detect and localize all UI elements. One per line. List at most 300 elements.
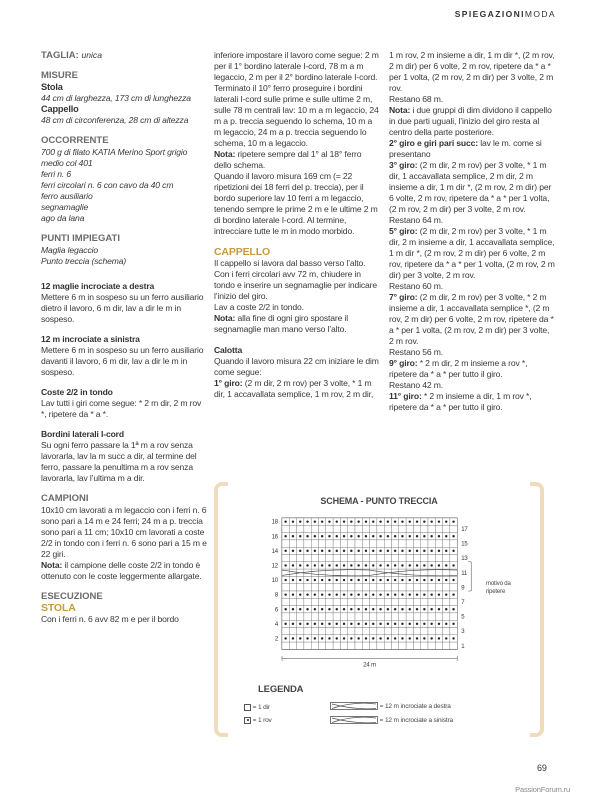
rov-dot <box>372 608 374 610</box>
grid-cell <box>333 628 340 635</box>
rov-dot <box>452 608 454 610</box>
rov-dot <box>306 593 308 595</box>
grid-cell <box>333 642 340 649</box>
legend-dir-label: = 1 dir <box>252 704 270 711</box>
rov-dot <box>445 564 447 566</box>
rov-dot <box>336 623 338 625</box>
rov-dot <box>379 637 381 639</box>
cross-left-icon <box>330 716 378 724</box>
grid-cell <box>355 598 362 605</box>
grid-cell <box>340 628 347 635</box>
campioni-text: 10x10 cm lavorati a m legaccio con i ferri n. 6 sono pari a 14 m e 24 ferri; 24 m a p. treccia sono pari a 11 cm; 10x10 cm lavorati a coste 2/2 in tondo con i ferri n. 6 sono pari a 15 m e 22 giri. <box>41 505 207 559</box>
rov-dot <box>423 579 425 581</box>
grid-cell <box>333 540 340 547</box>
rov-dot <box>430 535 432 537</box>
incrociate-sinistra-heading: 12 m incrociate a sinistra <box>41 334 140 344</box>
grid-cell <box>355 540 362 547</box>
grid-cell <box>421 613 428 620</box>
rov-dot <box>372 593 374 595</box>
rov-dot <box>438 623 440 625</box>
grid-cell <box>348 613 355 620</box>
rov-dot <box>357 637 359 639</box>
rov-dot <box>452 550 454 552</box>
grid-cell <box>370 525 377 532</box>
punti-heading: PUNTI IMPIEGATI <box>41 233 120 244</box>
esecuzione-heading: ESECUZIONE <box>41 591 103 602</box>
grid-cell <box>399 569 406 576</box>
legend-cross-right-label: = 12 m incrociate a destra <box>379 703 451 710</box>
grid-cell <box>428 628 435 635</box>
grid-cell <box>377 642 384 649</box>
grid-cell <box>384 555 391 562</box>
rov-dot <box>379 623 381 625</box>
grid-cell <box>355 569 362 576</box>
occorrente-line: ferro ausiliario <box>41 191 93 201</box>
rov-dot <box>401 579 403 581</box>
rov-dot <box>299 535 301 537</box>
rov-dot <box>350 564 352 566</box>
rov-dot <box>452 535 454 537</box>
grid-cell <box>304 628 311 635</box>
grid-cell <box>384 540 391 547</box>
legend-rov-label: = 1 rov <box>252 717 272 724</box>
grid-cell <box>289 555 296 562</box>
rov-dot <box>379 608 381 610</box>
rov-dot <box>284 535 286 537</box>
grid-cell <box>289 540 296 547</box>
grid-cell <box>289 642 296 649</box>
rov-dot <box>372 579 374 581</box>
rov-dot <box>430 608 432 610</box>
grid-cell <box>450 598 457 605</box>
rov-dot <box>445 593 447 595</box>
rov-dot <box>343 579 345 581</box>
rov-dot <box>409 608 411 610</box>
grid-cell <box>421 584 428 591</box>
grid-cell <box>413 598 420 605</box>
grid-cell <box>340 598 347 605</box>
rov-dot <box>430 623 432 625</box>
grid-cell <box>340 642 347 649</box>
rov-dot <box>357 608 359 610</box>
grid-cell <box>304 569 311 576</box>
grid-cell <box>377 613 384 620</box>
rov-dot <box>394 593 396 595</box>
rov-dot <box>379 520 381 522</box>
rov-dot <box>452 637 454 639</box>
grid-cell <box>392 584 399 591</box>
legend-rov <box>244 715 272 726</box>
grid-cell <box>392 525 399 532</box>
rov-dot <box>423 593 425 595</box>
giro-7-rest: Restano 56 m. <box>389 347 443 357</box>
cappello-gold-heading: CAPPELLO <box>214 246 270 258</box>
incrociate-destra-heading: 12 maglie incrociate a destra <box>41 281 155 291</box>
rov-dot <box>321 564 323 566</box>
rov-dot <box>321 623 323 625</box>
rov-dot <box>445 637 447 639</box>
grid-cell <box>377 569 384 576</box>
legend-rov-swatch <box>244 717 251 724</box>
rov-dot <box>350 520 352 522</box>
rov-dot <box>336 637 338 639</box>
grid-cell <box>297 642 304 649</box>
rov-dot <box>423 564 425 566</box>
rov-dot <box>401 535 403 537</box>
rov-dot <box>314 637 316 639</box>
grid-cell <box>319 642 326 649</box>
giro-9: 9° giro: * 2 m dir, 2 m insieme a rov *, ripetere da * a * per tutto il giro. <box>389 358 528 379</box>
col3-note: Nota: i due gruppi di dim dividono il cappello in due parti uguali, l’inizio del giro resta al centro della parte posteriore. <box>389 105 552 137</box>
grid-cell <box>340 555 347 562</box>
giro-3: 3° giro: (2 m dir, 2 m rov) per 3 volte, * 1 m dir, 1 accavallata semplice, 2 m dir, 2 m insieme a dir, 1 m dir *, (2 m rov, 2 m dir) per 6 volte, 2 m rov, ripetere da * a * per 1 volta, (2 m rov, 2 m dir) per 3 volte, 2 m rov. <box>389 160 552 214</box>
section-tag: SPIEGAZIONIMODA <box>454 9 556 19</box>
grid-cell <box>384 584 391 591</box>
grid-cell <box>413 613 420 620</box>
rov-dot <box>445 579 447 581</box>
row-label-right: 9 <box>461 585 465 592</box>
rov-dot <box>409 550 411 552</box>
col3-text-1: 1 m rov, 2 m insieme a dir, 1 m dir *, (2 m rov, 2 m dir) per 6 volte, 2 m rov, ripetere da * a * per 1 volta, (2 m rov, 2 m dir) per 3 volte, 2 m rov. <box>389 50 555 93</box>
grid-cell <box>450 555 457 562</box>
grid-cell <box>384 598 391 605</box>
grid-cell <box>319 628 326 635</box>
grid-cell <box>377 525 384 532</box>
rov-dot <box>336 564 338 566</box>
grid-cell <box>435 598 442 605</box>
rov-dot <box>328 579 330 581</box>
grid-cell <box>304 613 311 620</box>
grid-cell <box>326 540 333 547</box>
occorrente-line: segnamaglie <box>41 202 89 212</box>
rov-dot <box>438 637 440 639</box>
rov-dot <box>394 623 396 625</box>
rov-dot <box>365 520 367 522</box>
rov-dot <box>365 593 367 595</box>
occorrente-line: 700 g di filato KATIA Merino Sport grigio <box>41 147 188 157</box>
rov-dot <box>445 608 447 610</box>
grid-cell <box>443 555 450 562</box>
grid-cell <box>370 540 377 547</box>
grid-cell <box>355 584 362 591</box>
grid-cell <box>406 613 413 620</box>
rov-dot <box>284 579 286 581</box>
occorrente-line: medio col 401 <box>41 158 93 168</box>
schema-figure <box>214 482 544 737</box>
grid-cell <box>362 613 369 620</box>
grid-cell <box>348 525 355 532</box>
grid-cell <box>450 628 457 635</box>
column-1 <box>41 50 207 625</box>
grid-cell <box>340 569 347 576</box>
rov-dot <box>292 564 294 566</box>
row-label-left: 12 <box>271 563 278 570</box>
rov-dot <box>387 520 389 522</box>
rov-dot <box>292 520 294 522</box>
grid-cell <box>311 598 318 605</box>
grid-cell <box>282 584 289 591</box>
grid-cell <box>421 555 428 562</box>
rov-dot <box>387 564 389 566</box>
rov-dot <box>401 623 403 625</box>
rov-dot <box>357 520 359 522</box>
cross-right-icon <box>330 702 378 710</box>
grid-cell <box>413 628 420 635</box>
row-label-left: 10 <box>271 578 278 585</box>
rov-dot <box>401 564 403 566</box>
rov-dot <box>306 579 308 581</box>
rov-dot <box>430 637 432 639</box>
grid-cell <box>362 598 369 605</box>
rov-dot <box>365 550 367 552</box>
grid-cell <box>413 642 420 649</box>
grid-cell <box>399 525 406 532</box>
rov-dot <box>350 579 352 581</box>
grid-cell <box>384 525 391 532</box>
grid-cell <box>428 613 435 620</box>
rov-dot <box>387 623 389 625</box>
rov-dot <box>379 593 381 595</box>
grid-cell <box>340 540 347 547</box>
rov-dot <box>416 623 418 625</box>
grid-cell <box>340 525 347 532</box>
grid-cell <box>435 584 442 591</box>
cappello-text-1: Il cappello si lavora dal basso verso l’alto. Con i ferri circolari avv 72 m, chiudere in tondo e inserire un segnamaglie per indicare l’inizio del giro. <box>214 258 377 301</box>
grid-cell <box>304 525 311 532</box>
rov-dot <box>445 535 447 537</box>
rov-dot <box>438 520 440 522</box>
rov-dot <box>343 520 345 522</box>
rov-dot <box>438 550 440 552</box>
rov-dot <box>357 564 359 566</box>
motivo-bracket <box>468 562 471 591</box>
grid-cell <box>421 525 428 532</box>
stola-gold-heading: STOLA <box>41 602 76 614</box>
rov-dot <box>379 535 381 537</box>
grid-cell <box>311 569 318 576</box>
grid-cell <box>355 555 362 562</box>
rov-dot <box>438 564 440 566</box>
grid-cell <box>340 613 347 620</box>
grid-cell <box>348 540 355 547</box>
grid-cell <box>399 598 406 605</box>
rov-dot <box>292 550 294 552</box>
rov-dot <box>314 623 316 625</box>
calotta-text: Quando il lavoro misura 22 cm iniziare le dim come segue: <box>214 356 379 377</box>
row-label-left: 6 <box>274 607 278 614</box>
grid-cell <box>311 642 318 649</box>
occorrente-line: ferri n. 6 <box>41 169 72 179</box>
grid-cell <box>370 598 377 605</box>
grid-cell <box>443 525 450 532</box>
rov-dot <box>306 520 308 522</box>
rov-dot <box>299 520 301 522</box>
rov-dot <box>409 564 411 566</box>
rov-dot <box>306 608 308 610</box>
grid-cell <box>428 525 435 532</box>
grid-cell <box>319 613 326 620</box>
rov-dot <box>452 564 454 566</box>
rov-dot <box>343 623 345 625</box>
grid-cell <box>304 555 311 562</box>
rov-dot <box>387 593 389 595</box>
grid-cell <box>326 642 333 649</box>
grid-cell <box>348 569 355 576</box>
rov-dot <box>423 637 425 639</box>
grid-cell <box>304 540 311 547</box>
row-label-right: 13 <box>461 556 468 563</box>
grid-cell <box>355 642 362 649</box>
grid-cell <box>282 613 289 620</box>
cappello-subheading: Cappello <box>41 104 79 114</box>
grid-cell <box>311 540 318 547</box>
rov-dot <box>314 550 316 552</box>
grid-cell <box>311 613 318 620</box>
grid-cell <box>297 613 304 620</box>
grid-cell <box>326 628 333 635</box>
coste-text: Lav tutti i giri come segue: * 2 m dir, 2 m rov *, ripetere da * a *. <box>41 398 202 419</box>
row-label-right: 11 <box>461 570 468 577</box>
rov-dot <box>452 623 454 625</box>
grid-cell <box>421 598 428 605</box>
legenda-title: LEGENDA <box>258 684 304 695</box>
rov-dot <box>394 535 396 537</box>
grid-cell <box>289 525 296 532</box>
rov-dot <box>299 623 301 625</box>
rov-dot <box>336 579 338 581</box>
rov-dot <box>292 637 294 639</box>
taglia: TAGLIA: unica <box>41 50 103 61</box>
rov-dot <box>336 520 338 522</box>
rov-dot <box>379 579 381 581</box>
grid-cell <box>443 569 450 576</box>
rov-dot <box>394 637 396 639</box>
grid-cell <box>392 613 399 620</box>
rov-dot <box>314 520 316 522</box>
grid-cell <box>443 628 450 635</box>
grid-cell <box>443 598 450 605</box>
rov-dot <box>423 535 425 537</box>
rov-dot <box>409 579 411 581</box>
grid-cell <box>282 628 289 635</box>
grid-cell <box>392 540 399 547</box>
rov-dot <box>445 520 447 522</box>
rov-dot <box>365 637 367 639</box>
grid-cell <box>392 642 399 649</box>
rov-dot <box>292 593 294 595</box>
rov-dot <box>416 520 418 522</box>
legend-cross-right <box>330 701 451 712</box>
grid-cell <box>289 613 296 620</box>
stola-text-2: Terminato il 10° ferro proseguire i bordini laterali I-cord sulle prime e sulle ultime 2 m, sulle 78 m centrali lav: 10 m a m legaccio, 24 m a p. treccia seguendo lo schema, 10 m a m legaccio, 24 m a p. treccia seguendo lo schema, 10 m a legaccio. <box>214 83 379 148</box>
rov-dot <box>423 520 425 522</box>
rov-dot <box>357 535 359 537</box>
rov-dot <box>387 608 389 610</box>
rov-dot <box>314 564 316 566</box>
grid-cell <box>297 525 304 532</box>
grid-cell <box>282 555 289 562</box>
grid-cell <box>340 584 347 591</box>
campioni-note: Nota: il campione delle coste 2/2 in tondo è ottenuto con le coste leggermente allargate. <box>41 560 202 581</box>
grid-cell <box>362 628 369 635</box>
grid-cell <box>289 584 296 591</box>
grid-cell <box>370 628 377 635</box>
rov-dot <box>336 608 338 610</box>
rov-dot <box>328 608 330 610</box>
grid-cell <box>377 598 384 605</box>
grid-cell <box>399 642 406 649</box>
grid-cell <box>399 613 406 620</box>
rov-dot <box>306 623 308 625</box>
rov-dot <box>350 535 352 537</box>
grid-cell <box>319 555 326 562</box>
grid-cell <box>362 642 369 649</box>
grid-cell <box>406 540 413 547</box>
column-2 <box>214 50 381 400</box>
row-label-right: 7 <box>461 599 465 606</box>
rov-dot <box>343 608 345 610</box>
figure-bracket-right <box>530 482 544 737</box>
rov-dot <box>343 637 345 639</box>
coste-heading: Coste 2/2 in tondo <box>41 387 113 397</box>
width-label: 24 m <box>363 662 376 669</box>
rov-dot <box>328 564 330 566</box>
grid-cell <box>435 555 442 562</box>
grid-cell <box>377 584 384 591</box>
page-number: 69 <box>537 763 547 773</box>
rov-dot <box>409 593 411 595</box>
rov-dot <box>365 608 367 610</box>
grid-cell <box>421 642 428 649</box>
grid-cell <box>406 598 413 605</box>
grid-cell <box>297 584 304 591</box>
rov-dot <box>292 579 294 581</box>
rov-dot <box>328 535 330 537</box>
rov-dot <box>430 520 432 522</box>
rov-dot <box>328 593 330 595</box>
grid-cell <box>384 642 391 649</box>
grid-cell <box>428 584 435 591</box>
rov-dot <box>379 550 381 552</box>
grid-cell <box>362 540 369 547</box>
rov-dot <box>350 550 352 552</box>
rov-dot <box>292 535 294 537</box>
rov-dot <box>430 593 432 595</box>
grid-cell <box>384 628 391 635</box>
giro-2: 2° giro e giri pari succ: lav le m. come si presentano <box>389 138 542 159</box>
rov-dot <box>394 550 396 552</box>
giro-11: 11° giro: * 2 m insieme a dir, 1 m rov *, ripetere da * a * per tutto il giro. <box>389 391 532 412</box>
watermark: PassionForum.ru <box>515 785 570 794</box>
rov-dot <box>299 608 301 610</box>
rov-dot <box>299 593 301 595</box>
legend-cross-left-label: = 12 m incrociate a sinistra <box>379 717 453 724</box>
rov-dot <box>314 608 316 610</box>
rov-dot <box>401 593 403 595</box>
grid-cell <box>399 555 406 562</box>
rov-dot <box>379 564 381 566</box>
grid-cell <box>311 584 318 591</box>
campioni-heading: CAMPIONI <box>41 493 89 504</box>
rov-dot <box>401 520 403 522</box>
grid-cell <box>333 555 340 562</box>
rov-dot <box>321 579 323 581</box>
grid-cell <box>311 628 318 635</box>
punti-line: Punto treccia (schema) <box>41 256 127 266</box>
grid-cell <box>304 584 311 591</box>
grid-cell <box>399 628 406 635</box>
rov-dot <box>328 637 330 639</box>
